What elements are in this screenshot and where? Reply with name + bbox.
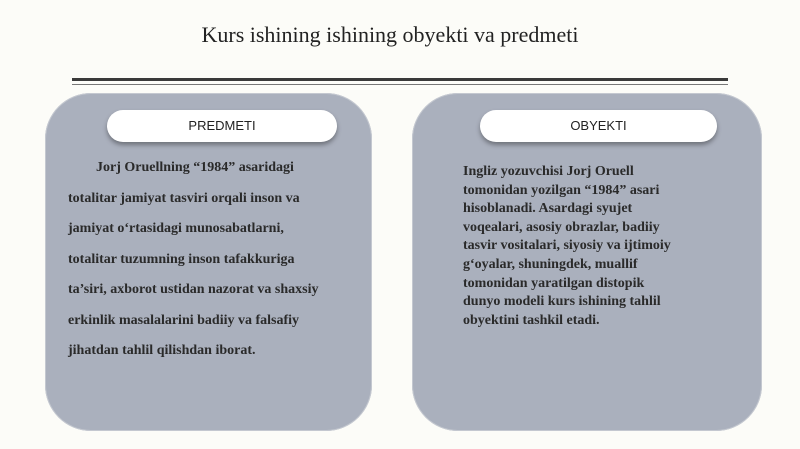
obyekti-line: hisoblanadi. Asardagi syujet (463, 201, 633, 217)
title-divider-thick (72, 78, 728, 81)
obyekti-line: tomonidan yozilgan “1984” asari (463, 182, 660, 198)
predmeti-label: PREDMETI (107, 110, 337, 142)
slide-title: Kurs ishining ishining obyekti va predmeti (201, 22, 579, 47)
obyekti-line: g‘oyalar, shuningdek, muallif (463, 256, 638, 272)
predmeti-line: ta’siri, axborot ustidan nazorat va shaxsiy (68, 282, 319, 297)
predmeti-text (68, 153, 364, 367)
obyekti-line: voqealari, asosiy obrazlar, badiiy (463, 219, 660, 235)
obyekti-text (463, 163, 731, 330)
predmeti-line: totalitar tuzumning inson tafakkuriga (68, 251, 295, 267)
predmeti-line: Jorj Oruellning “1984” asaridagi (96, 160, 294, 175)
obyekti-line: tomonidan yaratilgan distopik (463, 275, 645, 291)
title-divider-thin (72, 84, 728, 85)
obyekti-line: Ingliz yozuvchisi Jorj Oruell (463, 164, 634, 179)
obyekti-line: obyektini tashkil etadi. (463, 312, 600, 328)
obyekti-line: tasvir vositalari, siyosiy va ijtimoiy (463, 238, 671, 254)
obyekti-label: OBYEKTI (480, 110, 717, 142)
predmeti-line: jihatdan tahlil qilishdan iborat. (68, 343, 256, 358)
predmeti-line: erkinlik masalalarini badiiy va falsafiy (68, 312, 300, 328)
predmeti-line: totalitar jamiyat tasviri orqali inson va (68, 190, 300, 206)
obyekti-line: dunyo modeli kurs ishining tahlil (463, 294, 661, 310)
predmeti-line: jamiyat o‘rtasidagi munosabatlarni, (68, 221, 284, 236)
